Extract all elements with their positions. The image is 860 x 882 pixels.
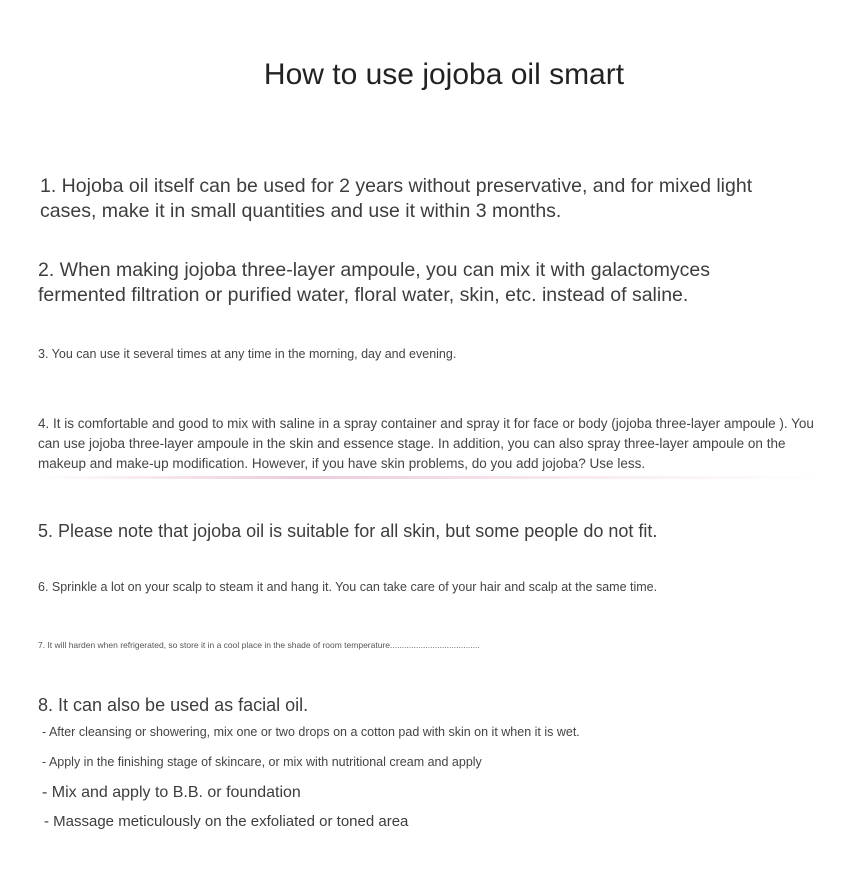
tip-item-1: 1. Hojoba oil itself can be used for 2 years without preservative, and for mixed light cases, make it in small quantities and use it within 3 months. bbox=[40, 175, 753, 222]
decorative-smudge bbox=[38, 476, 818, 479]
tip-item-3: 3. You can use it several times at any time in the morning, day and evening. bbox=[38, 347, 457, 361]
tip-item-8: 8. It can also be used as facial oil. bbox=[38, 695, 309, 715]
tip-item-7: 7. It will harden when refrigerated, so store it in a cool place in the shade of room temperature...................................... bbox=[38, 640, 480, 650]
facial-oil-tip-4: - Massage meticulously on the exfoliated or toned area bbox=[44, 813, 409, 830]
tip-item-2: 2. When making jojoba three-layer ampoule, you can mix it with galactomyces fermented filtration or purified water, floral water, skin, etc. instead of saline. bbox=[38, 259, 710, 306]
facial-oil-tip-1: - After cleansing or showering, mix one or two drops on a cotton pad with skin on it when it is wet. bbox=[42, 725, 580, 739]
tip-item-4: 4. It is comfortable and good to mix with saline in a spray container and spray it for face or body (jojoba three-layer ampoule ). You can use jojoba three-layer ampoule in the skin and essence stage. In addition, you can also spray three-layer ampoule on the makeup and make-up modification. However, if you have skin problems, do you add jojoba? Use less. bbox=[38, 416, 814, 471]
page-title: How to use jojoba oil smart bbox=[263, 58, 625, 91]
facial-oil-tip-2: - Apply in the finishing stage of skincare, or mix with nutritional cream and apply bbox=[42, 755, 482, 769]
tip-item-5: 5. Please note that jojoba oil is suitable for all skin, but some people do not fit. bbox=[38, 521, 658, 541]
facial-oil-tip-3: - Mix and apply to B.B. or foundation bbox=[42, 784, 301, 801]
tip-item-6: 6. Sprinkle a lot on your scalp to steam it and hang it. You can take care of your hair and scalp at the same time. bbox=[38, 580, 658, 594]
